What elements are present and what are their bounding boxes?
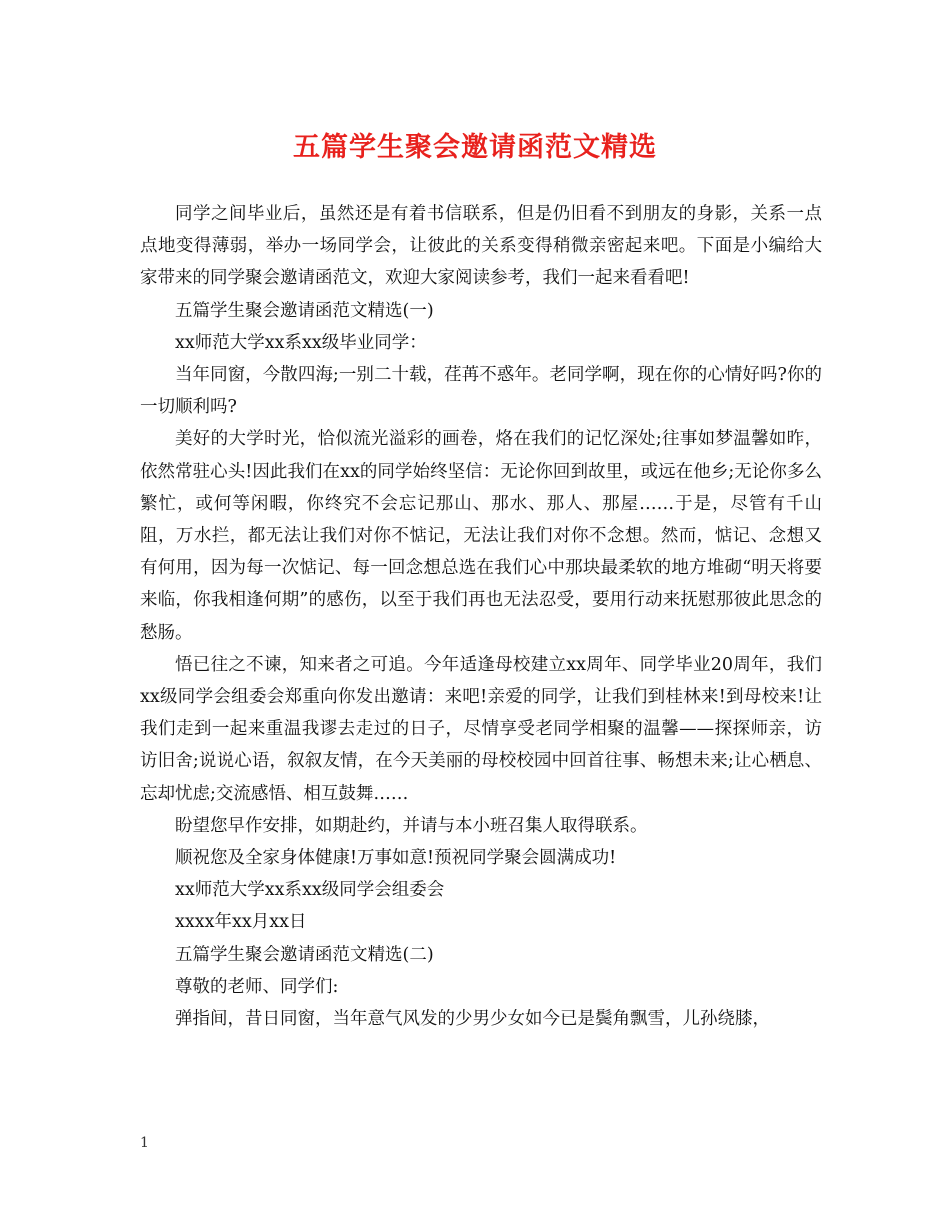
date-line: xxxx年xx月xx日 <box>175 912 307 933</box>
page-number: 1 <box>140 1135 149 1151</box>
paragraph-intro: 同学之间毕业后，虽然还是有着书信联系，但是仍旧看不到朋友的身影，关系一点点地变得薄弱，举办一场同学会，让彼此的关系变得稍微亲密起来吧。下面是小编给大家带来的同学聚会邀请函范文，欢迎大家阅读参考，我们一起来看看吧! <box>140 204 822 289</box>
signature: xx师范大学xx系xx级同学会组委会 <box>175 880 445 901</box>
closing-wishes: 顺祝您及全家身体健康!万事如意!预祝同学聚会圆满成功! <box>175 848 617 869</box>
document-title: 五篇学生聚会邀请函范文精选 <box>293 132 657 163</box>
section-heading-2: 五篇学生聚会邀请函范文精选(二) <box>175 944 434 965</box>
paragraph: 悟已往之不谏，知来者之可追。今年适逢母校建立xx周年、同学毕业20周年，我们xx级同学会组委会郑重向你发出邀请：来吧!亲爱的同学，让我们到桂林来!到母校来!让我们走到一起来重温我谬去走过的日子，尽情享受老同学相聚的温馨——探探师亲，访访旧舍;说说心语，叙叙友情，在今天美丽的母校校园中回首往事、畅想未来;让心栖息、忘却忧虑;交流感悟、相互鼓舞…… <box>140 654 822 804</box>
document-body <box>140 198 822 1035</box>
salutation-1: xx师范大学xx系xx级毕业同学： <box>175 332 427 353</box>
section-heading-1: 五篇学生聚会邀请函范文精选(一) <box>175 300 434 321</box>
paragraph: 当年同窗，今散四海;一别二十载，荏苒不惑年。老同学啊，现在你的心情好吗?你的一切顺利吗? <box>140 365 822 418</box>
paragraph: 弹指间，昔日同窗，当年意气风发的少男少女如今已是鬓角飘雪，儿孙绕膝， <box>175 1009 770 1030</box>
paragraph: 美好的大学时光，恰似流光溢彩的画卷，烙在我们的记忆深处;往事如梦温馨如昨，依然常驻心头!因此我们在xx的同学始终坚信：无论你回到故里，或远在他乡;无论你多么繁忙，或何等闲暇，你终究不会忘记那山、那水、那人、那屋……于是，尽管有千山阻，万水拦，都无法让我们对你不惦记，无法让我们对你不念想。然而，惦记、念想又有何用，因为每一次惦记、每一回念想总选在我们心中那块最柔软的地方堆砌“明天将要来临，你我相逢何期”的感伤，以至于我们再也无法忍受，要用行动来抚慰那彼此思念的愁肠。 <box>140 429 822 643</box>
paragraph: 盼望您早作安排，如期赴约，并请与本小班召集人取得联系。 <box>175 815 648 836</box>
salutation-2: 尊敬的老师、同学们: <box>175 976 339 997</box>
